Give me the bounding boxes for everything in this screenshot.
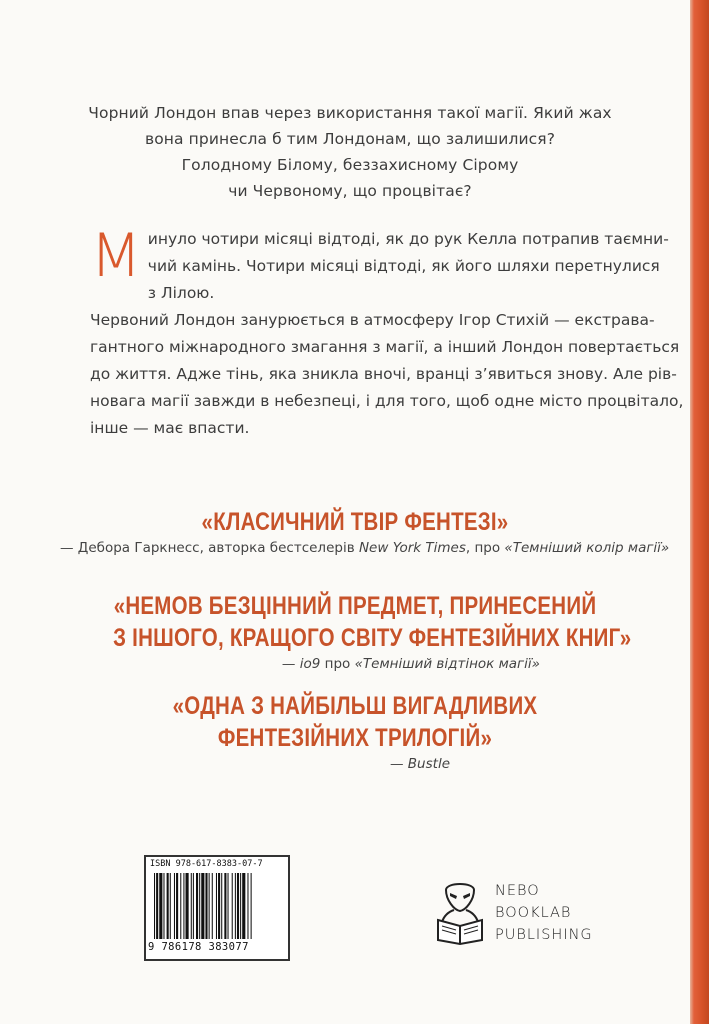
synopsis-line: новага магії завжди в небезпеці, і для того, щоб одне місто процвітало, [90,392,684,410]
barcode-bars [154,873,278,939]
publisher-line: PUBLISHING [495,927,593,943]
synopsis-line: чий камінь. Чотири місяці відтоді, як його шляхи перетнулися [147,257,660,275]
review-quote-2 [60,590,650,674]
isbn-text: ISBN 978-617-8383-07-7 [150,859,263,869]
drop-cap: М [90,221,142,291]
intro-line: Чорний Лондон впав через використання такої магії. Який жах [88,104,612,122]
book-spine-edge [690,0,709,1024]
publisher-line: NEBO [495,883,540,899]
synopsis-line: гантного міжнародного змагання з магії, а інший Лондон повертається [90,338,680,356]
synopsis-paragraph [90,221,684,442]
alien-reading-book-icon [432,880,488,950]
intro-line: Голодному Білому, беззахисному Сірому [181,156,519,174]
intro-line: вона принесла б тим Лондонам, що залишилися? [144,130,556,148]
review-quote-3 [60,690,650,774]
review-quote-1 [60,506,670,558]
quote-title: ФЕНТЕЗІЙНИХ ТРИЛОГІЙ» [217,724,493,752]
synopsis-line: з Лілою. [147,284,215,302]
quote-attribution: — io9 про «Темніший відтінок магії» [281,656,540,672]
quote-title: «ОДНА З НАЙБІЛЬШ ВИГАДЛИВИХ [172,692,538,720]
intro-text [60,100,640,204]
synopsis-line: Червоний Лондон занурюється в атмосферу Ігор Стихій — екстрава- [90,311,655,329]
quote-attribution: — Дебора Гаркнесс, авторка бестселерів New York Times, про «Темніший колір магії» [60,540,670,556]
quote-title: «КЛАСИЧНИЙ ТВІР ФЕНТЕЗІ» [201,508,509,536]
publisher-name [495,880,593,946]
intro-line: чи Червоному, що процвітає? [228,182,472,200]
quote-title: «НЕМОВ БЕЗЦІННИЙ ПРЕДМЕТ, ПРИНЕСЕНИЙ [113,592,597,620]
publisher-line: BOOKLAB [495,905,572,921]
barcode-digits: 9 786178 383077 [148,941,249,953]
isbn-barcode [144,855,290,961]
quote-title: З ІНШОГО, КРАЩОГО СВІТУ ФЕНТЕЗІЙНИХ КНИГ» [113,624,632,652]
synopsis-line: до життя. Адже тінь, яка зникла вночі, вранці з’явиться знову. Але рів- [90,365,677,383]
quote-attribution: — Bustle [390,756,450,772]
synopsis-line: инуло чотири місяці відтоді, як до рук Келла потрапив таємни- [147,230,669,248]
synopsis-line: інше — має впасти. [90,419,250,437]
